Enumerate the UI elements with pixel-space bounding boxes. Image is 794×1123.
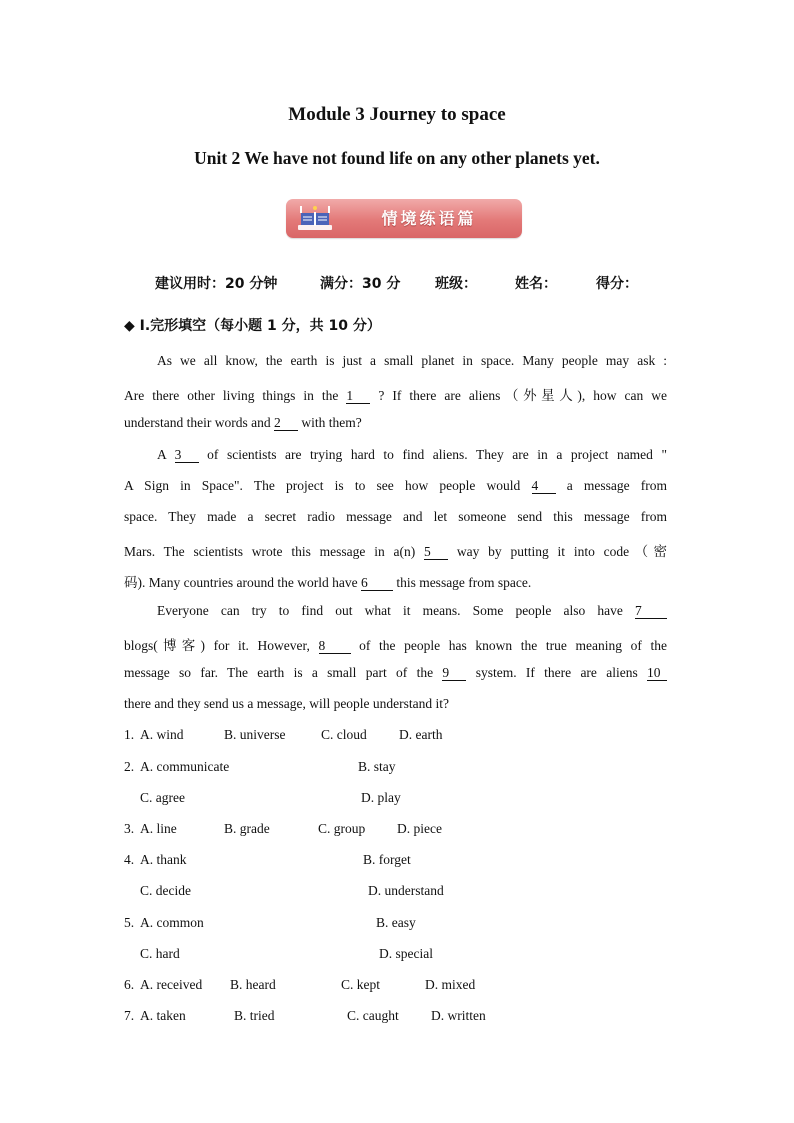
passage-text: way by putting it into code（密 — [456, 544, 667, 559]
class-field: 班级： — [435, 276, 477, 292]
blank-2: 2 — [274, 416, 298, 431]
passage-text: of scientists are trying hard to find aliens. They are in a project named " — [207, 447, 667, 462]
blank-8: 8 — [319, 639, 351, 654]
passage-text: Mars. The scientists wrote this message in a(n) — [124, 544, 416, 559]
suggested-time: 建议用时：20 分钟 — [155, 276, 278, 292]
q5-option-c: C. hard — [140, 946, 180, 961]
question-1-number: 1. — [124, 727, 135, 742]
passage-text: system. If there are aliens — [475, 665, 638, 680]
passage-line: there and they send us a message, will people understand it? — [124, 696, 450, 711]
question-3-number: 3. — [124, 821, 135, 836]
passage-text: 码). Many countries around the world have — [124, 575, 358, 590]
passage-text: a message from — [566, 478, 668, 493]
blank-7: 7 — [635, 604, 667, 619]
section-heading — [124, 315, 381, 335]
question-7-number: 7. — [124, 1008, 135, 1023]
q6-option-d: D. mixed — [425, 977, 476, 992]
q2-option-c: C. agree — [140, 790, 185, 805]
q4-option-b: B. forget — [363, 852, 411, 867]
blank-10: 10 — [647, 666, 667, 681]
blank-3: 3 — [175, 448, 199, 463]
passage-text: ? If there are aliens（外星人), how can we — [378, 388, 667, 403]
q7-option-b: B. tried — [234, 1008, 275, 1023]
name-field: 姓名： — [515, 276, 557, 292]
score-field: 得分： — [596, 276, 638, 292]
q3-option-c: C. group — [318, 821, 366, 836]
q7-option-c: C. caught — [347, 1008, 399, 1023]
passage-text: blogs(博客) for it. However, — [124, 638, 310, 653]
passage-text: of the people has known the true meaning of the — [359, 638, 668, 653]
q4-option-d: D. understand — [368, 883, 444, 898]
q1-option-a: A. wind — [140, 727, 184, 742]
passage-text: with them? — [301, 415, 362, 430]
passage-line — [124, 384, 667, 404]
blank-9: 9 — [442, 666, 466, 681]
passage-line: space. They made a secret radio message and let someone send this message from — [124, 509, 667, 524]
q2-option-a: A. communicate — [140, 759, 230, 774]
q3-option-d: D. piece — [397, 821, 442, 836]
question-5-number: 5. — [124, 915, 135, 930]
q1-option-c: C. cloud — [321, 727, 367, 742]
q2-option-b: B. stay — [358, 759, 396, 774]
q1-option-b: B. universe — [224, 727, 286, 742]
banner-label: 情境练语篇 — [381, 209, 477, 228]
passage-line — [157, 447, 667, 463]
question-2-number: 2. — [124, 759, 135, 774]
q6-option-a: A. received — [140, 977, 203, 992]
passage-line — [124, 540, 667, 560]
q1-option-d: D. earth — [399, 727, 443, 742]
q3-option-a: A. line — [140, 821, 177, 836]
q4-option-a: A. thank — [140, 852, 187, 867]
q2-option-d: D. play — [361, 790, 401, 805]
blank-1: 1 — [346, 389, 370, 404]
passage-line — [124, 415, 667, 431]
q3-option-b: B. grade — [224, 821, 270, 836]
q5-option-d: D. special — [379, 946, 433, 961]
passage-text: message so far. The earth is a small part of the — [124, 665, 434, 680]
passage-line — [124, 665, 667, 681]
q5-option-a: A. common — [140, 915, 204, 930]
passage-line — [124, 634, 667, 654]
blank-5: 5 — [424, 545, 448, 560]
passage-line: As we all know, the earth is just a small planet in space. Many people may ask : — [157, 353, 667, 368]
q5-option-b: B. easy — [376, 915, 416, 930]
passage-line — [124, 478, 667, 494]
passage-text: A — [157, 447, 167, 462]
blank-4: 4 — [532, 479, 556, 494]
q7-option-d: D. written — [431, 1008, 486, 1023]
full-score: 满分：30 分 — [320, 276, 401, 292]
unit-subtitle: Unit 2 We have not found life on any other planets yet. — [194, 148, 600, 168]
section-title: I.完形填空（每小题 1 分，共 10 分） — [139, 318, 381, 334]
passage-text: A Sign in Space". The project is to see how people would — [124, 478, 521, 493]
q7-option-a: A. taken — [140, 1008, 186, 1023]
section-banner — [286, 199, 522, 238]
blank-6: 6 — [361, 576, 393, 591]
passage-text: Everyone can try to find out what it means. Some people also have — [157, 603, 623, 618]
diamond-bullet-icon: ◆ — [124, 318, 135, 334]
passage-line — [157, 603, 667, 619]
q6-option-c: C. kept — [341, 977, 380, 992]
module-title: Module 3 Journey to space — [288, 104, 506, 125]
q4-option-c: C. decide — [140, 883, 191, 898]
q6-option-b: B. heard — [230, 977, 276, 992]
passage-text: Are there other living things in the — [124, 388, 339, 403]
question-4-number: 4. — [124, 852, 135, 867]
question-6-number: 6. — [124, 977, 135, 992]
passage-text: this message from space. — [396, 575, 532, 590]
book-icon — [296, 204, 334, 232]
passage-line — [124, 571, 667, 591]
passage-text: understand their words and — [124, 415, 271, 430]
